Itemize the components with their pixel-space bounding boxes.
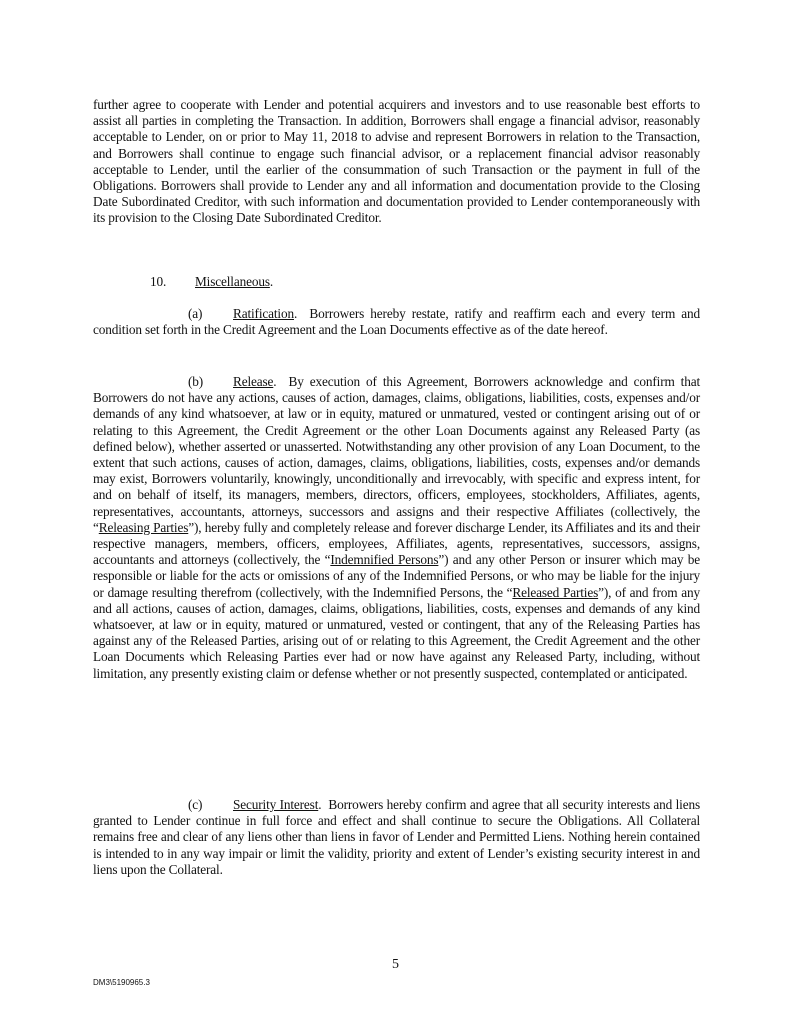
security-interest-label: (c): [188, 797, 203, 812]
ratification-label: (a): [188, 306, 203, 321]
security-interest-clause: (c) Security Interest. Borrowers hereby confirm and agree that all security interests and liens granted to Lender continue in full force and effect and shall continue to secure the Obligations. All Collateral remains free and clear of any liens other than liens in favor of Lender and Permitted Liens. Nothing herein contained is intended to in any way impair or limit the validity, priority and extent of Lender’s existing security interest in and liens upon the Collateral.: [93, 797, 700, 877]
release-body-4: ”), of and from any and all actions, causes of action, damages, claims, obligations, liabilities, costs, expenses and demands of any kind whatsoever, at law or in equity, matured or unmatured, vested or contingent, that any of the Releasing Parties has against any of the Released Parties, arising out of or relating to this Agreement, the Credit Agreement and the other Loan Documents which Releasing Parties ever had or now have against any Released Party, including, without limitation, any presently existing claim or defense whether or not presently suspected, contemplated or anticipated.: [93, 584, 701, 681]
security-interest-title: Security Interest: [233, 797, 319, 812]
document-id: DM3\5190965.3: [93, 978, 150, 987]
section-number: 10.: [150, 274, 167, 289]
release-body-3: ”) and any other Person or insurer which may be responsible or liable for the acts or omissions of any of the Indemnified Persons, or who may be liable for the injury or damage resulting therefrom (collectively, with the Indemnified Persons, the “: [93, 552, 700, 600]
security-interest-body: Borrowers hereby confirm and agree that all security interests and liens granted to Lender continue in full force and effect and shall continue to secure the Obligations. All Collateral remains free and clear of any liens other than liens in favor of Lender and Permitted Liens. Nothing herein contained is intended to in any way impair or limit the validity, priority and extent of Lender’s existing security interest in and liens upon the Collateral.: [93, 797, 700, 877]
section-title: Miscellaneous: [195, 274, 270, 289]
defined-term-releasing-parties: Releasing Parties: [98, 519, 189, 535]
ratification-clause: (a) Ratification. Borrowers hereby restate, ratify and reaffirm each and every term and condition set forth in the Credit Agreement and the Loan Documents effective as of the date hereof.: [93, 306, 701, 338]
release-body-2: ”), hereby fully and completely release and forever discharge Lender, its Affiliates and its and their respective managers, members, officers, employees, Affiliates, agents, representatives, successors, assigns, accountants and attorneys (collectively, the “: [93, 519, 700, 568]
release-label: (b): [188, 374, 204, 389]
opening-paragraph-text: further agree to cooperate with Lender and potential acquirers and investors and to use reasonable best efforts to assist all parties in completing the Transaction. In addition, Borrowers shall engage a financial advisor, reasonably acceptable to Lender, on or prior to May 11, 2018 to advise and represent Borrowers in relation to the Transaction, and Borrowers shall continue to engage such financial advisor, or a replacement financial advisor reasonably acceptable to Lender, until the earlier of the consummation of such Transaction or the payment in full of the Obligations. Borrowers shall provide to Lender any and all information and documentation provide to the Closing Date Subordinated Creditor, with such information and documentation provided to Lender contemporaneously with its provision to the Closing Date Subordinated Creditor.: [93, 97, 700, 226]
ratification-body: Borrowers hereby restate, ratify and reaffirm each and every term and condition set forth in the Credit Agreement and the Loan Documents effective as of the date hereof.: [93, 306, 701, 338]
release-body-1: By execution of this Agreement, Borrowers acknowledge and confirm that Borrowers do not have any actions, causes of action, damages, claims, obligations, liabilities, costs, expenses and/or demands of any kind whatsoever, at law or in equity, matured or unmatured, vested or contingent arising out of or relating to this Agreement, the Credit Agreement or the other Loan Documents against any Released Party (as defined below), whether asserted or unasserted. Notwithstanding any other provision of any Loan Document, to the extent that such actions, causes of action, damages, claims, obligations, liabilities, costs, expenses and/or demands may exist, Borrowers voluntarily, knowingly, unconditionally and irrevocably, with specific and express intent, for and on behalf of itself, its managers, members, directors, officers, employees, stockholders, Affiliates, agents, representatives, accountants, attorneys, successors and assigns and their respective Affiliates (collectively, the “: [93, 374, 701, 535]
page-number: 5: [392, 957, 399, 972]
defined-term-released-parties: Released Parties: [512, 584, 599, 600]
release-clause: (b) Release. By execution of this Agreement, Borrowers acknowledge and confirm that Borrowers do not have any actions, causes of action, damages, claims, obligations, liabilities, costs, expenses and/or demands of any kind whatsoever, at law or in equity, matured or unmatured, vested or contingent arising out of or relating to this Agreement, the Credit Agreement or the other Loan Documents against any Released Party (as defined below), whether asserted or unasserted. Notwithstanding any other provision of any Loan Document, to the extent that such actions, causes of action, damages, claims, obligations, liabilities, costs, expenses and/or demands may exist, Borrowers voluntarily, knowingly, unconditionally and irrevocably, with specific and express intent, for and on behalf of itself, its managers, members, directors, officers, employees, stockholders, Affiliates, agents, representatives, accountants, attorneys, successors and assigns and their respective Affiliates (collectively, the “Releasing Parties”), hereby fully and completely release and forever discharge Lender, its Affiliates and its and their respective managers, members, officers, employees, Affiliates, agents, representatives, successors, assigns, accountants and attorneys (collectively, the “Indemnified Persons”) and any other Person or insurer which may be responsible or liable for the acts or omissions of any of the Indemnified Persons, or who may be liable for the injury or damage resulting therefrom (collectively, with the Indemnified Persons, the “Released Parties”), of and from any and all actions, causes of action, damages, claims, obligations, liabilities, costs, expenses and demands of any kind whatsoever, at law or in equity, matured or unmatured, vested or contingent, that any of the Releasing Parties has against any of the Released Parties, arising out of or relating to this Agreement, the Credit Agreement and the other Loan Documents which Releasing Parties ever had or now have against any Released Party, including, without limitation, any presently existing claim or defense whether or not presently suspected, contemplated or anticipated.: [93, 374, 701, 681]
release-title: Release: [233, 374, 274, 389]
ratification-title: Ratification: [233, 306, 294, 321]
defined-term-indemnified-persons: Indemnified Persons: [330, 552, 439, 568]
opening-paragraph: [93, 97, 700, 227]
section-heading: 10. Miscellaneous.: [150, 274, 274, 289]
